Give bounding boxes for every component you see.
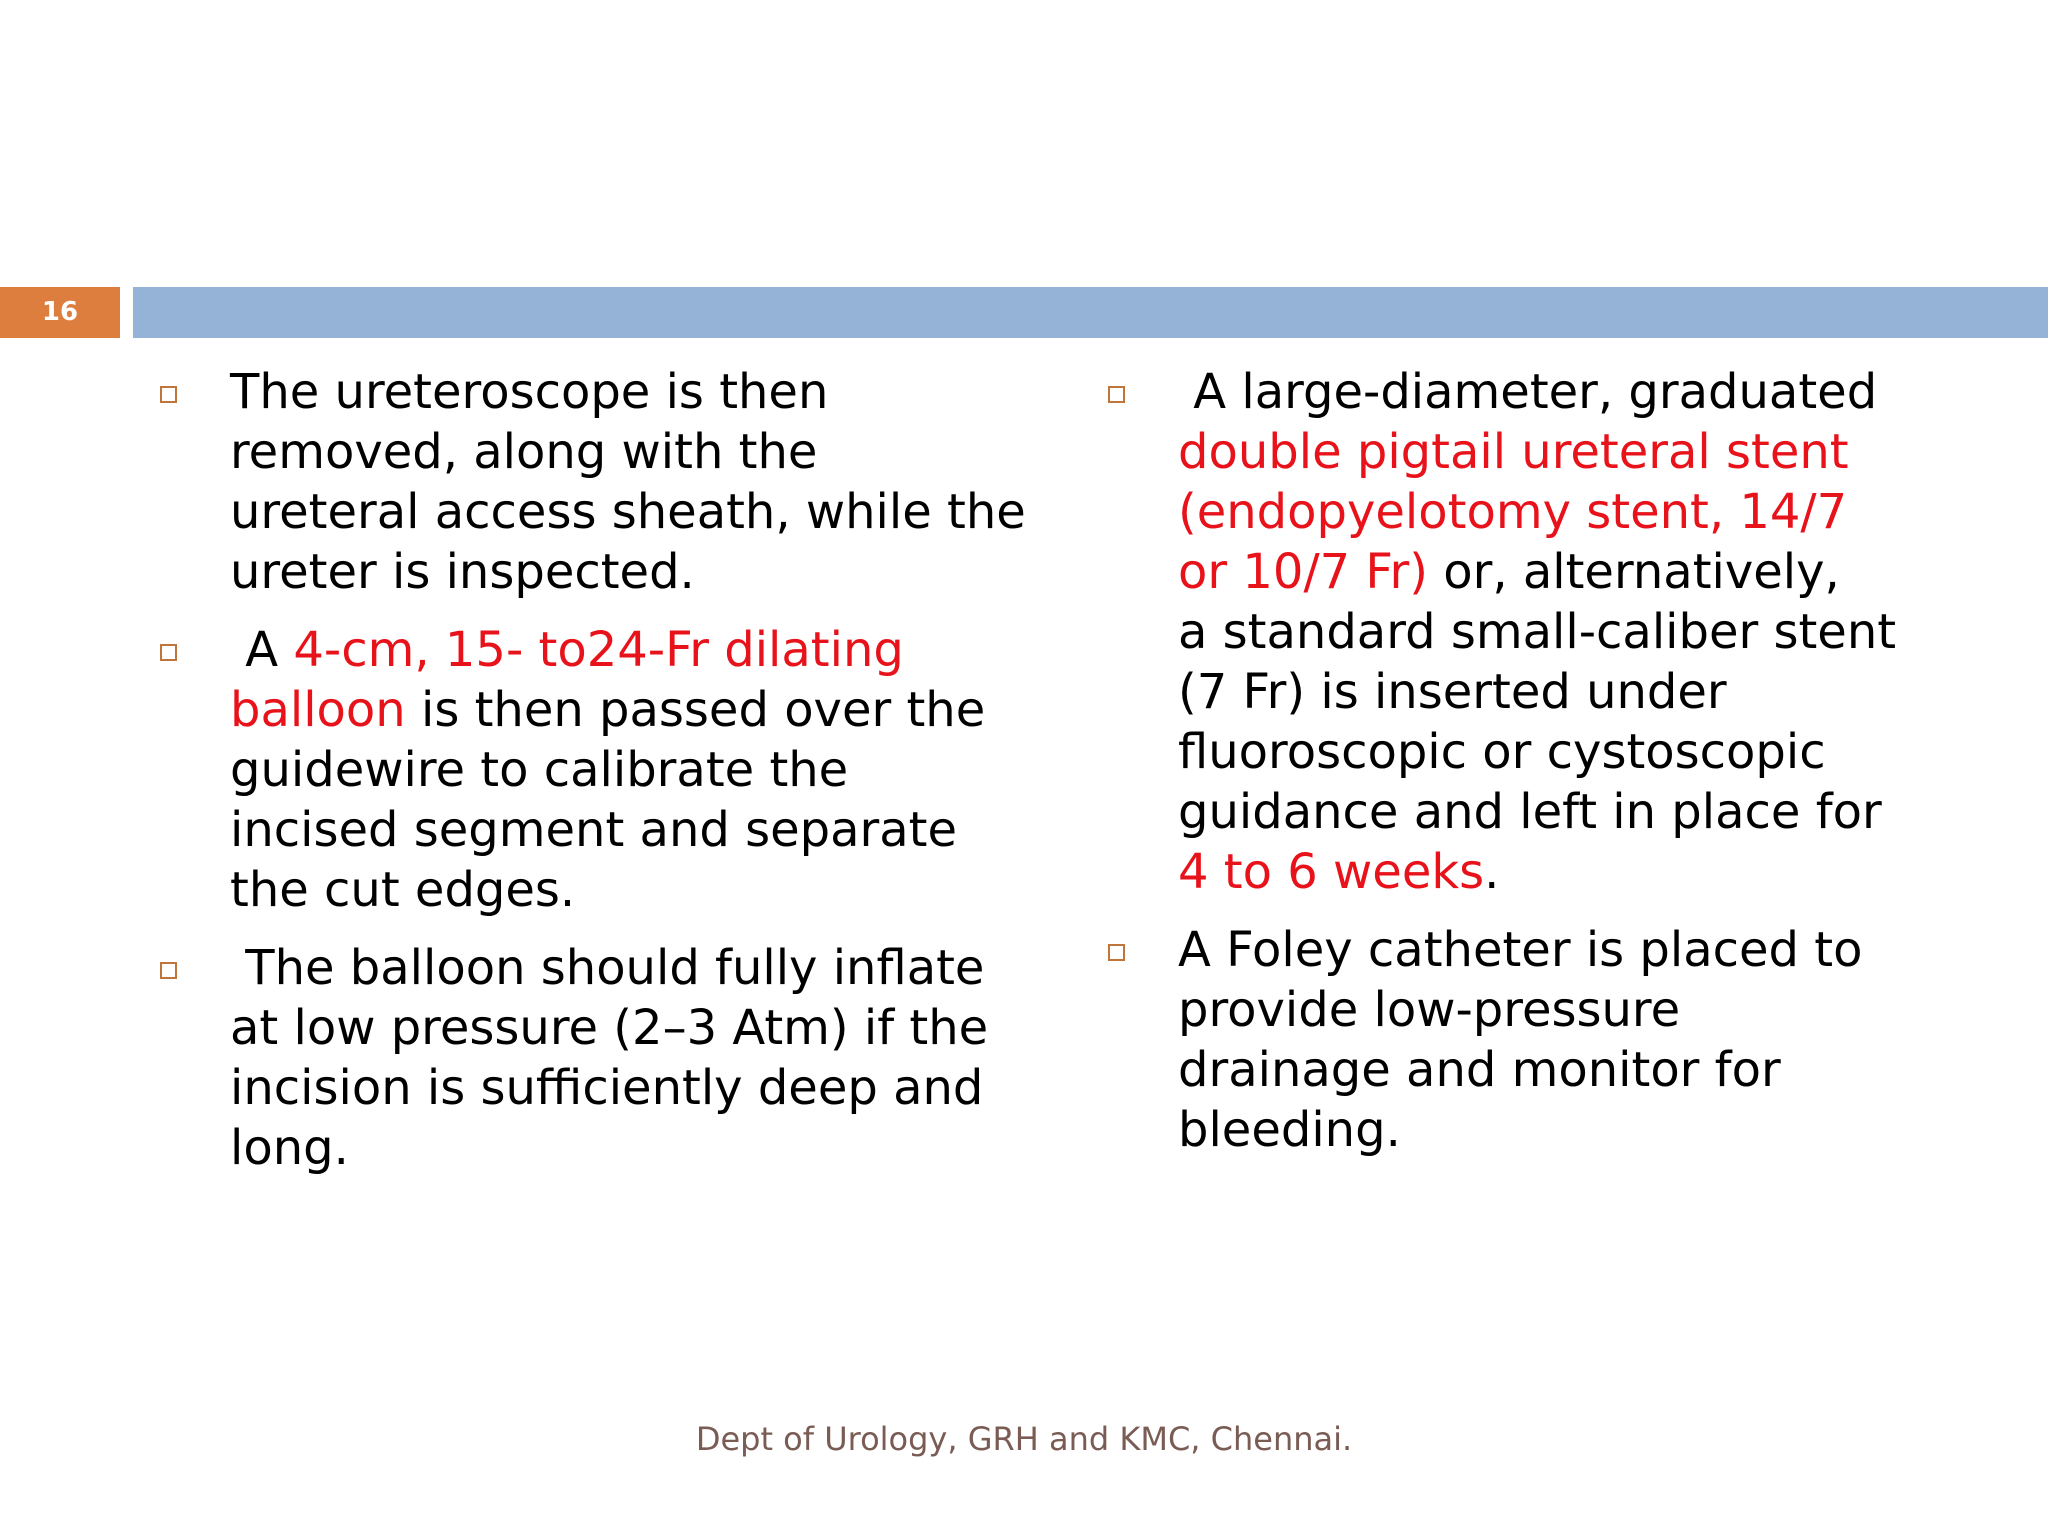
text-line: drainage and monitor for xyxy=(1178,1042,1781,1098)
text-line: fluoroscopic or cystoscopic xyxy=(1178,724,1826,780)
slide-number: 16 xyxy=(0,287,120,338)
bullet-item xyxy=(150,938,1050,1178)
right-column xyxy=(1098,362,2048,1178)
text-line: balloon is then passed over the xyxy=(230,682,986,738)
text-line: at low pressure (2–3 Atm) if the xyxy=(230,1000,989,1056)
text-line: (7 Fr) is inserted under xyxy=(1178,664,1727,720)
text-line: ureter is inspected. xyxy=(230,544,695,600)
bullet-item xyxy=(1098,362,2048,902)
square-bullet-icon xyxy=(160,644,177,661)
text-line: A Foley catheter is placed to xyxy=(1178,922,1863,978)
text-line: provide low-pressure xyxy=(1178,982,1681,1038)
text-line: A 4-cm, 15- to24-Fr dilating xyxy=(230,622,904,678)
header-bar xyxy=(133,287,2048,338)
text-line: A large-diameter, graduated xyxy=(1178,364,1878,420)
text-line: guidewire to calibrate the xyxy=(230,742,849,798)
text-line: (endopyelotomy stent, 14/7 xyxy=(1178,484,1848,540)
text-line: double pigtail ureteral stent xyxy=(1178,424,1849,480)
text-line: the cut edges. xyxy=(230,862,576,918)
text-line: The ureteroscope is then xyxy=(230,364,829,420)
text-line: long. xyxy=(230,1120,349,1176)
bullet-item xyxy=(150,362,1050,602)
footer: Dept of Urology, GRH and KMC, Chennai. xyxy=(695,1420,1353,1458)
square-bullet-icon xyxy=(1108,386,1125,403)
text-line: removed, along with the xyxy=(230,424,818,480)
bullet-item xyxy=(1098,920,2048,1160)
text-line: or 10/7 Fr) or, alternatively, xyxy=(1178,544,1840,600)
bullet-item xyxy=(150,620,1050,920)
text-line: incision is sufficiently deep and xyxy=(230,1060,984,1116)
text-line: incised segment and separate xyxy=(230,802,958,858)
square-bullet-icon xyxy=(160,386,177,403)
text-line: bleeding. xyxy=(1178,1102,1401,1158)
text-line: ureteral access sheath, while the xyxy=(230,484,1026,540)
text-line: a standard small-caliber stent xyxy=(1178,604,1897,660)
square-bullet-icon xyxy=(1108,944,1125,961)
text-line: 4 to 6 weeks. xyxy=(1178,844,1500,900)
left-column xyxy=(150,362,1050,1196)
text-line: guidance and left in place for xyxy=(1178,784,1882,840)
text-line: The balloon should fully inflate xyxy=(230,940,985,996)
square-bullet-icon xyxy=(160,962,177,979)
